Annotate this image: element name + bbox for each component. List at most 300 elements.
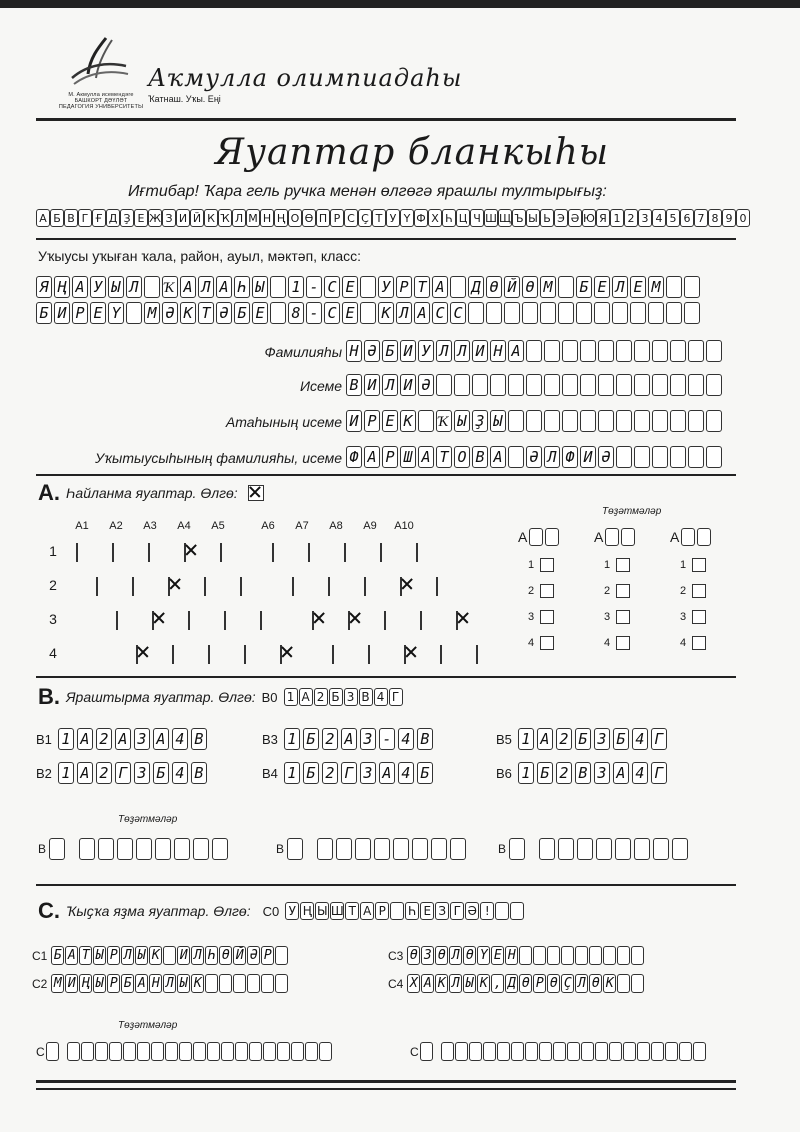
answer-checkbox-checked[interactable] bbox=[152, 611, 154, 630]
char-box[interactable]: Ы bbox=[108, 276, 124, 298]
correction-box[interactable] bbox=[212, 838, 228, 860]
answer-char-box[interactable]: Р bbox=[261, 946, 274, 965]
char-box[interactable] bbox=[666, 276, 682, 298]
correction-box[interactable] bbox=[545, 528, 559, 546]
answer-char-box[interactable]: Л bbox=[449, 974, 462, 993]
answer-checkbox-checked[interactable] bbox=[312, 611, 314, 630]
char-box[interactable]: Б bbox=[36, 302, 52, 324]
char-box[interactable]: И bbox=[400, 374, 416, 396]
char-box[interactable]: Ы bbox=[252, 276, 268, 298]
answer-char-box[interactable]: А bbox=[379, 762, 395, 784]
char-box[interactable] bbox=[648, 302, 664, 324]
answer-char-box[interactable]: Г bbox=[341, 762, 357, 784]
char-box[interactable]: Ҙ bbox=[472, 410, 488, 432]
correction-box[interactable] bbox=[623, 1042, 636, 1061]
answer-char-box[interactable]: Ө bbox=[435, 946, 448, 965]
char-box[interactable] bbox=[634, 374, 650, 396]
correction-box[interactable] bbox=[207, 1042, 220, 1061]
answer-char-box[interactable]: Л bbox=[121, 946, 134, 965]
answer-char-box[interactable]: Л bbox=[449, 946, 462, 965]
char-box[interactable] bbox=[360, 302, 376, 324]
char-box[interactable] bbox=[616, 374, 632, 396]
correction-box[interactable] bbox=[336, 838, 352, 860]
char-box[interactable]: Ө bbox=[486, 276, 502, 298]
correction-box[interactable] bbox=[615, 838, 631, 860]
answer-char-box[interactable]: 3 bbox=[594, 728, 610, 750]
char-box[interactable]: Ә bbox=[418, 374, 434, 396]
char-box[interactable] bbox=[598, 340, 614, 362]
char-box[interactable] bbox=[436, 374, 452, 396]
char-box[interactable] bbox=[472, 374, 488, 396]
correction-box[interactable] bbox=[277, 1042, 290, 1061]
char-box[interactable]: К bbox=[378, 302, 394, 324]
char-box[interactable] bbox=[706, 374, 722, 396]
char-box[interactable]: И bbox=[472, 340, 488, 362]
answer-char-box[interactable] bbox=[233, 974, 246, 993]
correction-box[interactable] bbox=[653, 838, 669, 860]
answer-char-box[interactable] bbox=[163, 946, 176, 965]
answer-char-box[interactable]: Р bbox=[107, 974, 120, 993]
char-box[interactable] bbox=[670, 374, 686, 396]
char-box[interactable]: Ә bbox=[526, 446, 542, 468]
answer-char-box[interactable] bbox=[533, 946, 546, 965]
char-box[interactable]: М bbox=[648, 276, 664, 298]
correction-checkbox[interactable] bbox=[692, 636, 706, 650]
char-box[interactable]: Л bbox=[544, 446, 560, 468]
correction-box[interactable] bbox=[431, 838, 447, 860]
answer-char-box[interactable]: 3 bbox=[360, 762, 376, 784]
answer-char-box[interactable]: 4 bbox=[632, 762, 648, 784]
answer-char-box[interactable]: Ы bbox=[93, 974, 106, 993]
char-box[interactable] bbox=[634, 410, 650, 432]
correction-box[interactable] bbox=[305, 1042, 318, 1061]
char-box[interactable]: У bbox=[418, 340, 434, 362]
correction-box[interactable] bbox=[511, 1042, 524, 1061]
char-box[interactable]: А bbox=[490, 446, 506, 468]
char-box[interactable]: А bbox=[432, 276, 448, 298]
char-box[interactable] bbox=[544, 410, 560, 432]
answer-char-box[interactable]: В bbox=[417, 728, 433, 750]
answer-char-box[interactable]: Й bbox=[233, 946, 246, 965]
char-box[interactable]: Н bbox=[346, 340, 362, 362]
correction-box[interactable] bbox=[81, 1042, 94, 1061]
correction-box[interactable] bbox=[155, 838, 171, 860]
char-box[interactable] bbox=[508, 410, 524, 432]
char-box[interactable] bbox=[598, 374, 614, 396]
correction-box[interactable] bbox=[193, 838, 209, 860]
answer-char-box[interactable]: 1 bbox=[58, 762, 74, 784]
correction-checkbox[interactable] bbox=[616, 584, 630, 598]
answer-char-box[interactable]: Ө bbox=[589, 974, 602, 993]
char-box[interactable] bbox=[616, 340, 632, 362]
answer-char-box[interactable]: В bbox=[575, 762, 591, 784]
answer-char-box[interactable]: Н bbox=[505, 946, 518, 965]
answer-checkbox[interactable] bbox=[328, 577, 330, 596]
char-box[interactable]: Р bbox=[72, 302, 88, 324]
char-box[interactable] bbox=[706, 446, 722, 468]
answer-char-box[interactable]: Ы bbox=[463, 974, 476, 993]
char-box[interactable]: А bbox=[508, 340, 524, 362]
char-box[interactable] bbox=[544, 374, 560, 396]
answer-checkbox[interactable] bbox=[384, 611, 386, 630]
answer-checkbox[interactable] bbox=[220, 543, 222, 562]
correction-box[interactable] bbox=[539, 1042, 552, 1061]
answer-checkbox-checked[interactable] bbox=[456, 611, 458, 630]
answer-checkbox[interactable] bbox=[476, 645, 478, 664]
correction-box[interactable] bbox=[412, 838, 428, 860]
answer-char-box[interactable]: 2 bbox=[556, 728, 572, 750]
char-box[interactable]: Ә bbox=[364, 340, 380, 362]
answer-char-box[interactable]: - bbox=[379, 728, 395, 750]
char-box[interactable]: - bbox=[306, 302, 322, 324]
char-box[interactable]: М bbox=[144, 302, 160, 324]
correction-box[interactable] bbox=[221, 1042, 234, 1061]
correction-box[interactable] bbox=[117, 838, 133, 860]
answer-char-box[interactable]: Д bbox=[505, 974, 518, 993]
answer-char-box[interactable]: Ө bbox=[463, 946, 476, 965]
char-box[interactable] bbox=[558, 302, 574, 324]
correction-box[interactable] bbox=[151, 1042, 164, 1061]
char-box[interactable] bbox=[522, 302, 538, 324]
answer-checkbox[interactable] bbox=[332, 645, 334, 664]
char-box[interactable] bbox=[526, 410, 542, 432]
char-box[interactable] bbox=[576, 302, 592, 324]
char-box[interactable] bbox=[270, 276, 286, 298]
answer-checkbox-checked[interactable] bbox=[136, 645, 138, 664]
answer-char-box[interactable]: Х bbox=[407, 974, 420, 993]
char-box[interactable]: С bbox=[432, 302, 448, 324]
answer-checkbox-checked[interactable] bbox=[400, 577, 402, 596]
correction-checkbox[interactable] bbox=[540, 636, 554, 650]
char-box[interactable]: Ң bbox=[54, 276, 70, 298]
answer-checkbox[interactable] bbox=[344, 543, 346, 562]
char-box[interactable] bbox=[612, 302, 628, 324]
correction-box[interactable] bbox=[621, 528, 635, 546]
correction-checkbox[interactable] bbox=[692, 584, 706, 598]
answer-char-box[interactable]: М bbox=[51, 974, 64, 993]
answer-char-box[interactable]: И bbox=[65, 974, 78, 993]
answer-char-box[interactable]: А bbox=[421, 974, 434, 993]
correction-box[interactable] bbox=[581, 1042, 594, 1061]
answer-char-box[interactable]: Б bbox=[417, 762, 433, 784]
correction-box[interactable] bbox=[577, 838, 593, 860]
char-box[interactable] bbox=[706, 340, 722, 362]
char-box[interactable] bbox=[418, 410, 434, 432]
char-box[interactable]: И bbox=[580, 446, 596, 468]
answer-char-box[interactable]: 3 bbox=[594, 762, 610, 784]
char-box[interactable]: Ш bbox=[400, 446, 416, 468]
char-box[interactable]: Л bbox=[612, 276, 628, 298]
correction-box[interactable] bbox=[634, 838, 650, 860]
char-box[interactable] bbox=[688, 340, 704, 362]
char-box[interactable]: И bbox=[346, 410, 362, 432]
char-box[interactable] bbox=[562, 410, 578, 432]
answer-char-box[interactable]: А bbox=[77, 728, 93, 750]
answer-char-box[interactable]: Ө bbox=[219, 946, 232, 965]
correction-box[interactable] bbox=[317, 838, 333, 860]
correction-box[interactable] bbox=[263, 1042, 276, 1061]
correction-box[interactable] bbox=[605, 528, 619, 546]
answer-char-box[interactable]: Һ bbox=[205, 946, 218, 965]
char-box[interactable]: 8 bbox=[288, 302, 304, 324]
answer-checkbox[interactable] bbox=[208, 645, 210, 664]
patronymic-field[interactable] bbox=[346, 410, 722, 432]
correction-box[interactable] bbox=[693, 1042, 706, 1061]
char-box[interactable] bbox=[562, 340, 578, 362]
char-box[interactable] bbox=[508, 374, 524, 396]
char-box[interactable]: А bbox=[414, 302, 430, 324]
char-box[interactable]: Б bbox=[382, 340, 398, 362]
answer-char-box[interactable]: 1 bbox=[284, 728, 300, 750]
correction-box[interactable] bbox=[450, 838, 466, 860]
correction-box[interactable] bbox=[49, 838, 65, 860]
correction-box[interactable] bbox=[319, 1042, 332, 1061]
answer-char-box[interactable]: Б bbox=[575, 728, 591, 750]
char-box[interactable]: Л bbox=[198, 276, 214, 298]
char-box[interactable] bbox=[616, 410, 632, 432]
answer-char-box[interactable]: Ә bbox=[247, 946, 260, 965]
answer-checkbox-checked[interactable] bbox=[168, 577, 170, 596]
char-box[interactable] bbox=[688, 410, 704, 432]
correction-box[interactable] bbox=[637, 1042, 650, 1061]
char-box[interactable]: Ф bbox=[562, 446, 578, 468]
char-box[interactable]: И bbox=[54, 302, 70, 324]
answer-checkbox[interactable] bbox=[260, 611, 262, 630]
answer-char-box[interactable]: Ө bbox=[519, 974, 532, 993]
answer-checkbox-checked[interactable] bbox=[280, 645, 282, 664]
char-box[interactable] bbox=[486, 302, 502, 324]
char-box[interactable]: Л bbox=[126, 276, 142, 298]
answer-char-box[interactable]: Л bbox=[575, 974, 588, 993]
char-box[interactable] bbox=[684, 302, 700, 324]
answer-char-box[interactable]: З bbox=[421, 946, 434, 965]
char-box[interactable] bbox=[652, 410, 668, 432]
correction-box[interactable] bbox=[455, 1042, 468, 1061]
char-box[interactable]: Т bbox=[436, 446, 452, 468]
char-box[interactable] bbox=[544, 340, 560, 362]
char-box[interactable]: И bbox=[364, 374, 380, 396]
answer-char-box[interactable] bbox=[275, 974, 288, 993]
correction-box[interactable] bbox=[291, 1042, 304, 1061]
correction-checkbox[interactable] bbox=[616, 636, 630, 650]
correction-box[interactable] bbox=[539, 838, 555, 860]
correction-box[interactable] bbox=[249, 1042, 262, 1061]
correction-box[interactable] bbox=[595, 1042, 608, 1061]
answer-char-box[interactable]: 3 bbox=[134, 728, 150, 750]
correction-box[interactable] bbox=[441, 1042, 454, 1061]
correction-box[interactable] bbox=[679, 1042, 692, 1061]
char-box[interactable]: И bbox=[400, 340, 416, 362]
answer-char-box[interactable]: Г bbox=[651, 762, 667, 784]
char-box[interactable]: А bbox=[216, 276, 232, 298]
char-box[interactable]: Ә bbox=[216, 302, 232, 324]
char-box[interactable] bbox=[598, 410, 614, 432]
char-box[interactable]: Е bbox=[342, 276, 358, 298]
first-name-field[interactable] bbox=[346, 374, 722, 396]
correction-checkbox[interactable] bbox=[616, 558, 630, 572]
correction-box[interactable] bbox=[98, 838, 114, 860]
char-box[interactable] bbox=[688, 374, 704, 396]
answer-char-box[interactable]: Б bbox=[303, 728, 319, 750]
answer-char-box[interactable]: А bbox=[77, 762, 93, 784]
char-box[interactable]: Е bbox=[630, 276, 646, 298]
answer-char-box[interactable]: К bbox=[477, 974, 490, 993]
answer-char-box[interactable] bbox=[219, 974, 232, 993]
answer-checkbox[interactable] bbox=[76, 543, 78, 562]
answer-char-box[interactable]: Е bbox=[491, 946, 504, 965]
char-box[interactable] bbox=[580, 374, 596, 396]
char-box[interactable]: Р bbox=[364, 410, 380, 432]
char-box[interactable] bbox=[504, 302, 520, 324]
answer-char-box[interactable] bbox=[205, 974, 218, 993]
correction-box[interactable] bbox=[567, 1042, 580, 1061]
char-box[interactable]: 1 bbox=[288, 276, 304, 298]
correction-box[interactable] bbox=[123, 1042, 136, 1061]
char-box[interactable]: А bbox=[72, 276, 88, 298]
char-box[interactable]: С bbox=[450, 302, 466, 324]
char-box[interactable]: Л bbox=[396, 302, 412, 324]
correction-box[interactable] bbox=[165, 1042, 178, 1061]
answer-char-box[interactable] bbox=[617, 974, 630, 993]
correction-box[interactable] bbox=[681, 528, 695, 546]
answer-char-box[interactable]: 1 bbox=[58, 728, 74, 750]
char-box[interactable] bbox=[558, 276, 574, 298]
answer-char-box[interactable]: К bbox=[603, 974, 616, 993]
char-box[interactable] bbox=[126, 302, 142, 324]
correction-checkbox[interactable] bbox=[540, 558, 554, 572]
answer-char-box[interactable]: 3 bbox=[360, 728, 376, 750]
answer-char-box[interactable]: В bbox=[191, 728, 207, 750]
answer-char-box[interactable]: 4 bbox=[172, 728, 188, 750]
char-box[interactable] bbox=[270, 302, 286, 324]
answer-char-box[interactable] bbox=[589, 946, 602, 965]
char-box[interactable]: К bbox=[400, 410, 416, 432]
correction-box[interactable] bbox=[79, 838, 95, 860]
answer-char-box[interactable]: Б bbox=[303, 762, 319, 784]
surname-field[interactable] bbox=[346, 340, 722, 362]
answer-checkbox[interactable] bbox=[364, 577, 366, 596]
char-box[interactable] bbox=[670, 340, 686, 362]
correction-box[interactable] bbox=[95, 1042, 108, 1061]
answer-char-box[interactable]: А bbox=[341, 728, 357, 750]
char-box[interactable]: А bbox=[364, 446, 380, 468]
correction-box[interactable] bbox=[46, 1042, 59, 1061]
correction-box[interactable] bbox=[509, 838, 525, 860]
answer-char-box[interactable]: Б bbox=[153, 762, 169, 784]
answer-char-box[interactable]: Г bbox=[115, 762, 131, 784]
char-box[interactable]: В bbox=[472, 446, 488, 468]
answer-char-box[interactable]: А bbox=[65, 946, 78, 965]
correction-box[interactable] bbox=[558, 838, 574, 860]
char-box[interactable] bbox=[580, 410, 596, 432]
char-box[interactable] bbox=[684, 276, 700, 298]
char-box[interactable] bbox=[634, 340, 650, 362]
answer-char-box[interactable] bbox=[631, 946, 644, 965]
answer-checkbox[interactable] bbox=[116, 611, 118, 630]
answer-char-box[interactable] bbox=[261, 974, 274, 993]
answer-char-box[interactable]: 4 bbox=[398, 762, 414, 784]
char-box[interactable]: У bbox=[90, 276, 106, 298]
char-box[interactable] bbox=[526, 340, 542, 362]
correction-box[interactable] bbox=[469, 1042, 482, 1061]
answer-checkbox[interactable] bbox=[224, 611, 226, 630]
answer-char-box[interactable]: Ө bbox=[407, 946, 420, 965]
correction-box[interactable] bbox=[67, 1042, 80, 1061]
char-box[interactable] bbox=[652, 340, 668, 362]
char-box[interactable] bbox=[562, 374, 578, 396]
char-box[interactable]: Т bbox=[198, 302, 214, 324]
answer-checkbox[interactable] bbox=[308, 543, 310, 562]
answer-checkbox[interactable] bbox=[148, 543, 150, 562]
char-box[interactable] bbox=[688, 446, 704, 468]
correction-box[interactable] bbox=[651, 1042, 664, 1061]
answer-checkbox[interactable] bbox=[96, 577, 98, 596]
char-box[interactable] bbox=[706, 410, 722, 432]
correction-box[interactable] bbox=[136, 838, 152, 860]
answer-checkbox[interactable] bbox=[240, 577, 242, 596]
char-box[interactable]: О bbox=[454, 446, 470, 468]
char-box[interactable] bbox=[634, 446, 650, 468]
char-box[interactable]: Ә bbox=[598, 446, 614, 468]
correction-checkbox[interactable] bbox=[616, 610, 630, 624]
answer-char-box[interactable] bbox=[547, 946, 560, 965]
correction-box[interactable] bbox=[483, 1042, 496, 1061]
char-box[interactable]: А bbox=[180, 276, 196, 298]
char-box[interactable] bbox=[670, 410, 686, 432]
char-box[interactable]: Ҡ bbox=[162, 276, 178, 298]
char-box[interactable]: Е bbox=[90, 302, 106, 324]
answer-checkbox[interactable] bbox=[204, 577, 206, 596]
answer-char-box[interactable]: Ң bbox=[79, 974, 92, 993]
char-box[interactable]: Р bbox=[396, 276, 412, 298]
char-box[interactable]: Б bbox=[234, 302, 250, 324]
char-box[interactable] bbox=[454, 374, 470, 396]
correction-box[interactable] bbox=[355, 838, 371, 860]
char-box[interactable]: Б bbox=[576, 276, 592, 298]
answer-checkbox-checked[interactable] bbox=[404, 645, 406, 664]
correction-box[interactable] bbox=[497, 1042, 510, 1061]
correction-box[interactable] bbox=[137, 1042, 150, 1061]
correction-box[interactable] bbox=[393, 838, 409, 860]
answer-checkbox[interactable] bbox=[436, 577, 438, 596]
char-box[interactable]: Ы bbox=[490, 410, 506, 432]
answer-char-box[interactable]: Ы bbox=[177, 974, 190, 993]
char-box[interactable]: С bbox=[324, 276, 340, 298]
answer-checkbox[interactable] bbox=[440, 645, 442, 664]
answer-char-box[interactable]: 4 bbox=[172, 762, 188, 784]
answer-char-box[interactable] bbox=[575, 946, 588, 965]
correction-box[interactable] bbox=[665, 1042, 678, 1061]
answer-char-box[interactable]: Ҫ bbox=[561, 974, 574, 993]
char-box[interactable]: - bbox=[306, 276, 322, 298]
answer-char-box[interactable]: Ы bbox=[93, 946, 106, 965]
answer-char-box[interactable]: В bbox=[191, 762, 207, 784]
char-box[interactable] bbox=[508, 446, 524, 468]
answer-char-box[interactable]: Л bbox=[191, 946, 204, 965]
correction-box[interactable] bbox=[697, 528, 711, 546]
char-box[interactable] bbox=[360, 276, 376, 298]
answer-checkbox-checked[interactable] bbox=[184, 543, 186, 562]
answer-char-box[interactable]: Б bbox=[51, 946, 64, 965]
answer-checkbox[interactable] bbox=[368, 645, 370, 664]
char-box[interactable] bbox=[526, 374, 542, 396]
answer-char-box[interactable]: Б bbox=[121, 974, 134, 993]
answer-char-box[interactable]: Ы bbox=[135, 946, 148, 965]
answer-char-box[interactable]: 1 bbox=[518, 762, 534, 784]
correction-box[interactable] bbox=[193, 1042, 206, 1061]
correction-box[interactable] bbox=[420, 1042, 433, 1061]
answer-char-box[interactable]: Р bbox=[533, 974, 546, 993]
